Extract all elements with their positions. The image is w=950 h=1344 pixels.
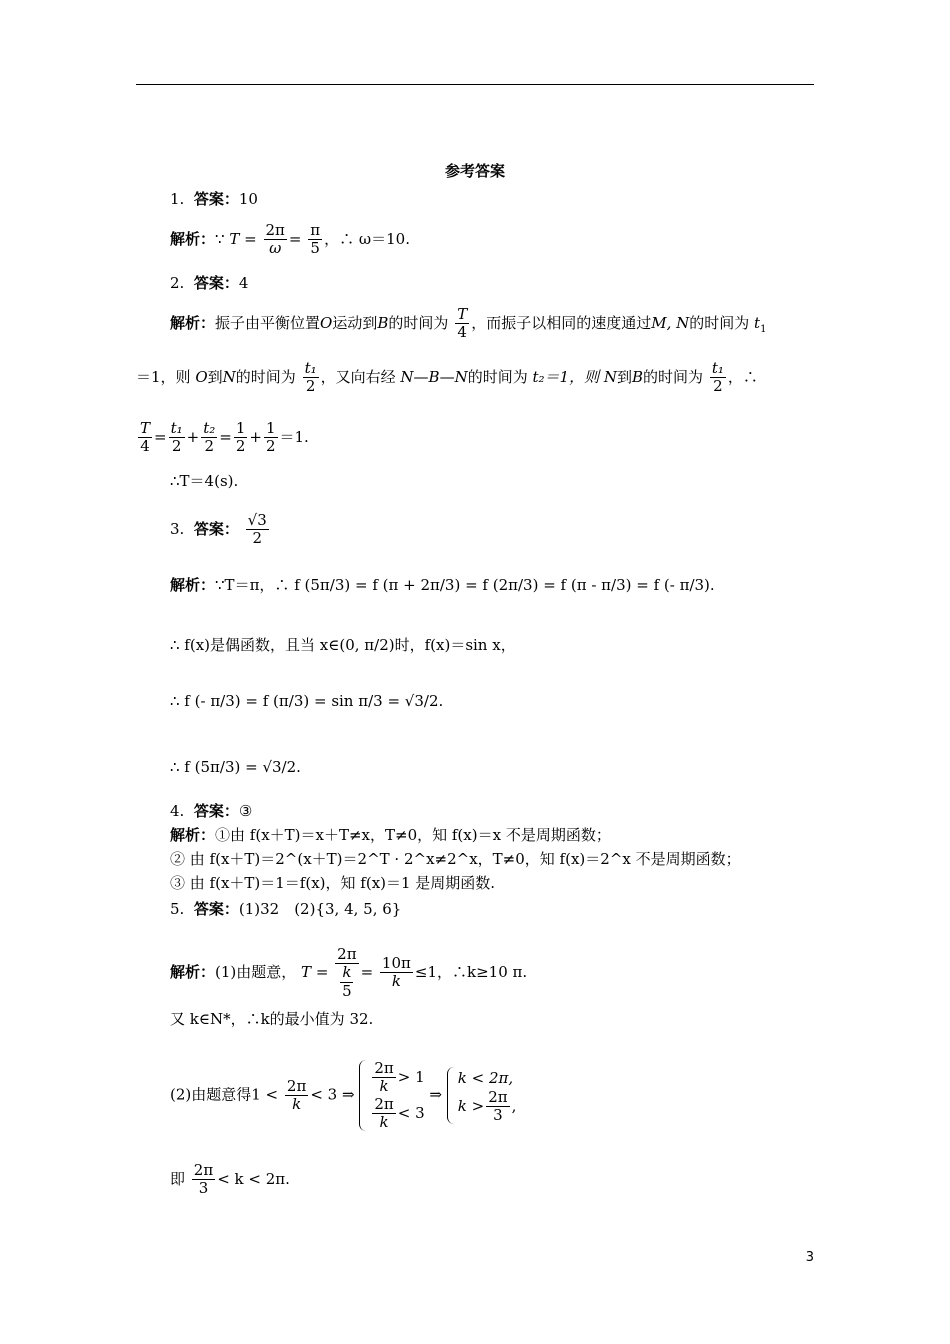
page-number: 3 <box>805 1250 814 1265</box>
q5-analysis-line2: 又 k∈N*，∴k的最小值为 32. <box>170 1010 374 1028</box>
q2-analysis-line2: ＝1，则 O到N的时间为 $\frac{\text{t₁}}{2}$ ，又向右经 N—B—N的时间为 t₂＝1，则 N到B的时间为 $\frac{\text{t₁}}{2}$ ，∴ <box>136 359 758 396</box>
q3-analysis-line3: ∴ f (- π/3) = f (π/3) = sin π/3 = √3/2. <box>170 692 444 710</box>
q4-analysis-line1: 解析：①由 f(x＋T)＝x＋T≠x，T≠0，知 f(x)＝x 不是周期函数； <box>170 826 611 844</box>
q2-answer: 2. 答案：4 <box>170 274 249 292</box>
q3-answer: 3. 答案： $\frac{√3}{2}$ <box>170 511 267 548</box>
q5-conclusion: 即 $\frac{2\pi}{3}$ < k < 2π. <box>170 1161 290 1198</box>
q4-analysis-line3: ③ 由 f(x＋T)＝1＝f(x)，知 f(x)＝1 是周期函数. <box>170 874 496 892</box>
q5-answer: 5. 答案：(1)32 (2){3, 4, 5, 6} <box>170 900 402 918</box>
q5-analysis-line1: 解析：(1)由题意， T = $\frac{2\pi}{\frac{k}{5}}$ = $\frac{10\pi}{k}$ ≤1，∴k≥10 π. <box>170 945 528 1000</box>
page-title: 参考答案 <box>444 162 505 180</box>
q2-analysis-line3: $\frac{T}{4}$ = $\frac{\text{t₁}}{2}$ + $\frac{\text{t₂}}{2}$ = $\frac{1}{2}$ + $\frac{1}{2}$ ＝1. <box>140 419 309 456</box>
q1-analysis: 解析：∵ T = $\frac{2\pi}{\omega}$ = $\frac{\pi}{5}$ ，∴ ω＝10. <box>170 221 410 258</box>
header-rule <box>136 84 814 85</box>
q3-analysis-line2: ∴ f(x)是偶函数，且当 x∈(0, π/2)时，f(x)＝sin x， <box>170 636 516 654</box>
q3-analysis-line4: ∴ f (5π/3) = √3/2. <box>170 758 301 776</box>
q4-analysis-line2: ② 由 f(x＋T)＝2^(x＋T)＝2^T · 2^x≠2^x，T≠0，知 f(x)＝2^x 不是周期函数； <box>170 850 741 868</box>
q2-analysis-line1: 解析：振子由平衡位置O运动到B的时间为 $\frac{T}{4}$ ，而振子以相同的速度通过M, N的时间为 $t_1$ <box>170 305 767 342</box>
q5-analysis-line3: (2)由题意得1 < $\frac{2\pi}{k}$ < 3 ⇒ $\frac{2\pi}{k}$ > 1 $\frac{2\pi}{k}$ < 3 ⇒ k < 2π, k > $\frac{2\pi}{3}$ , <box>170 1059 517 1131</box>
q2-conclusion: ∴T＝4(s). <box>170 472 239 490</box>
q1-answer: 1. 答案：10 <box>170 190 258 208</box>
q4-answer: 4. 答案：③ <box>170 802 253 820</box>
q3-analysis-line1: 解析：∵T＝π，∴ f (5π/3) = f (π + 2π/3) = f (2π/3) = f (π - π/3) = f (- π/3). <box>170 576 715 594</box>
